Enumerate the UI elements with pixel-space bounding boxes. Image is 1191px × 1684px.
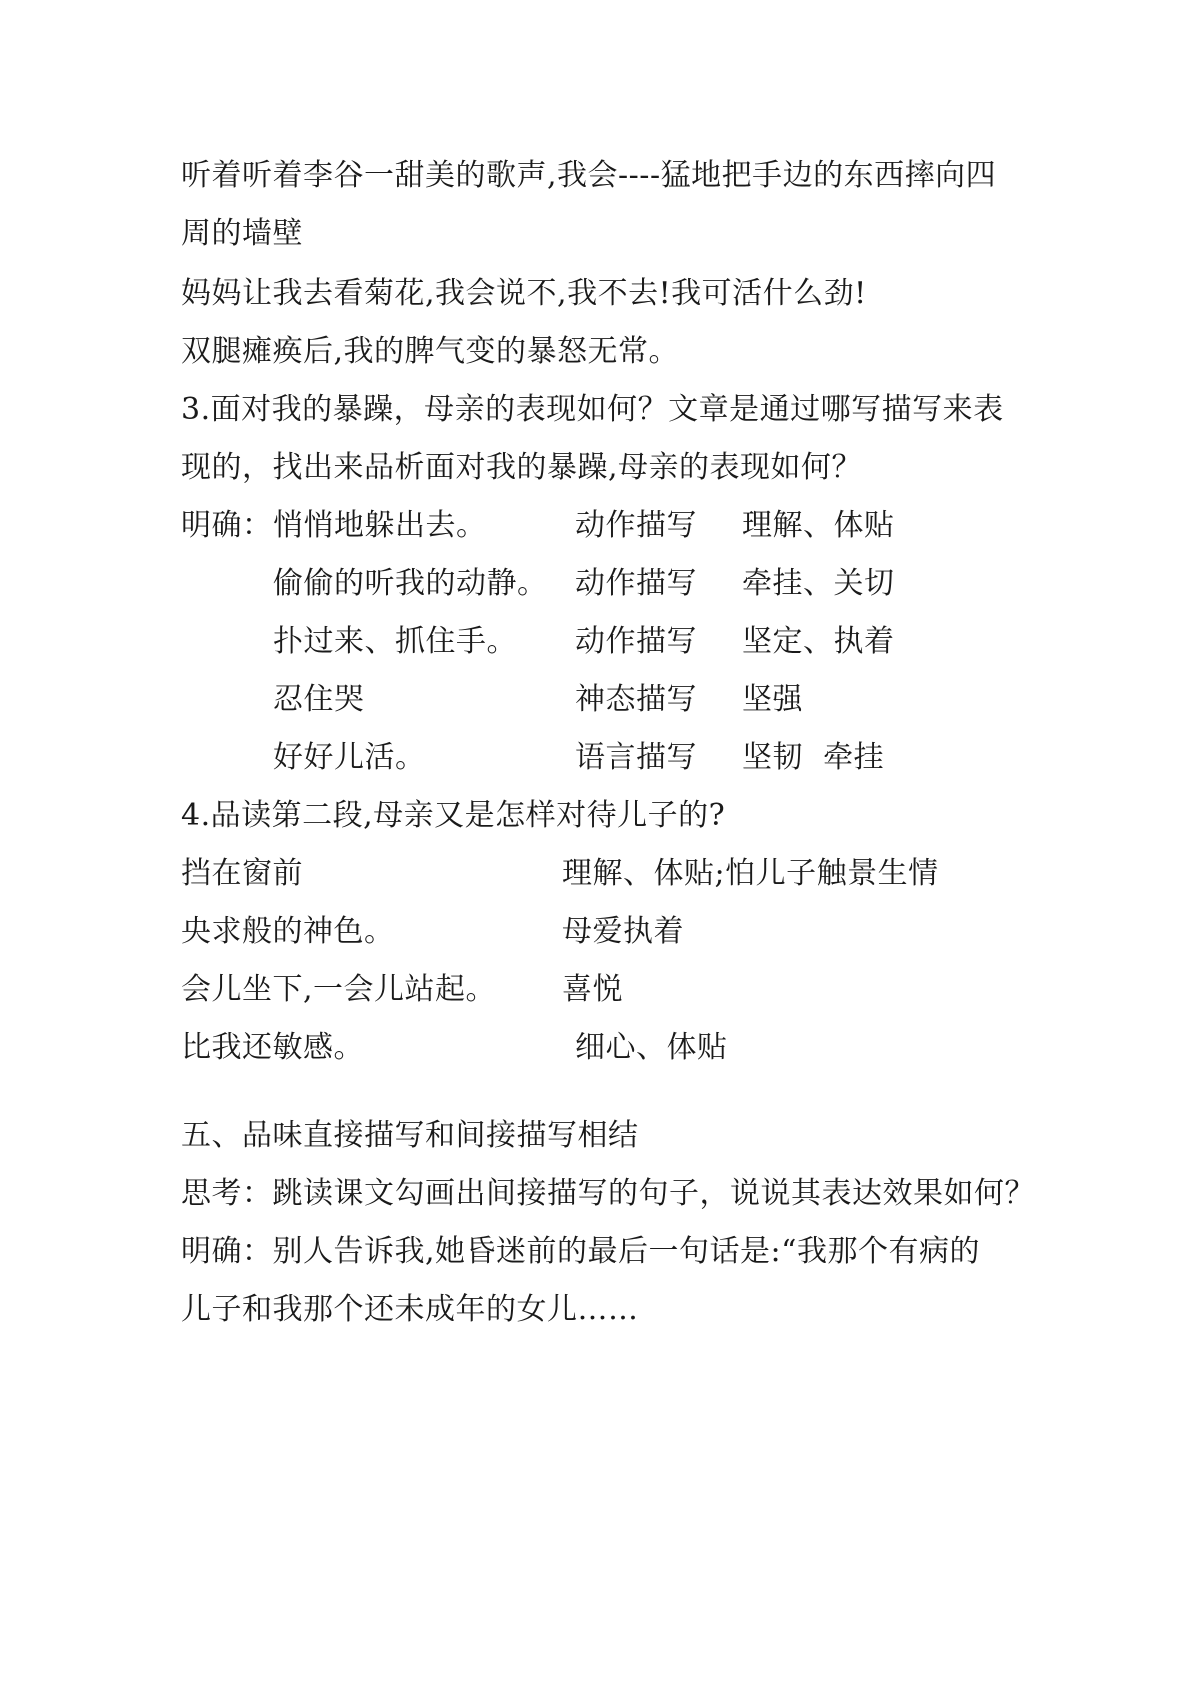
answer-line: 儿子和我那个还未成年的女儿…… — [181, 1292, 639, 1327]
answer-type: 神态描写 — [575, 682, 697, 717]
paragraph-line: 听着听着李谷一甜美的歌声,我会----猛地把手边的东西摔向四 — [181, 158, 997, 193]
q4-phrase: 挡在窗前 — [181, 856, 303, 891]
paragraph: 妈妈让我去看菊花,我会说不,我不去!我可活什么劲! — [181, 276, 867, 311]
answer-phrase: 悄悄地躲出去。 — [273, 508, 487, 543]
answer-phrase: 好好儿活。 — [273, 740, 426, 775]
answer-meaning: 坚定、执着 — [742, 624, 895, 659]
q4-meaning: 理解、体贴;怕儿子触景生情 — [562, 856, 939, 891]
answer-label: 明确： — [181, 508, 273, 543]
answer-type: 动作描写 — [575, 624, 697, 659]
paragraph: 双腿瘫痪后,我的脾气变的暴怒无常。 — [181, 334, 680, 369]
q4-phrase: 会儿坐下,一会儿站起。 — [181, 972, 497, 1007]
answer-meaning: 坚韧 牵挂 — [742, 740, 885, 775]
answer-phrase: 忍住哭 — [273, 682, 365, 717]
answer-phrase: 偷偷的听我的动静。 — [273, 566, 548, 601]
q4-phrase: 比我还敏感。 — [181, 1030, 364, 1065]
q4-meaning: 喜悦 — [562, 972, 623, 1007]
answer-meaning: 理解、体贴 — [742, 508, 895, 543]
question-4: 4.品读第二段,母亲又是怎样对待儿子的? — [181, 798, 726, 833]
think-question: 思考：跳读课文勾画出间接描写的句子，说说其表达效果如何？ — [181, 1176, 1035, 1211]
paragraph-line: 周的墙壁 — [181, 216, 303, 251]
answer-type: 动作描写 — [575, 566, 697, 601]
answer-phrase: 扑过来、抓住手。 — [273, 624, 517, 659]
question-3-line: 现的，找出来品析面对我的暴躁,母亲的表现如何？ — [181, 450, 863, 485]
section-heading: 五、品味直接描写和间接描写相结 — [181, 1118, 639, 1153]
answer-type: 语言描写 — [575, 740, 697, 775]
answer-type: 动作描写 — [575, 508, 697, 543]
answer-line: 明确：别人告诉我,她昏迷前的最后一句话是:“我那个有病的 — [181, 1234, 980, 1269]
answer-meaning: 坚强 — [742, 682, 803, 717]
answer-meaning: 牵挂、关切 — [742, 566, 895, 601]
question-3-line: 3.面对我的暴躁，母亲的表现如何？文章是通过哪写描写来表 — [181, 392, 1004, 427]
q4-meaning: 母爱执着 — [562, 914, 684, 949]
q4-meaning: 细心、体贴 — [575, 1030, 728, 1065]
q4-phrase: 央求般的神色。 — [181, 914, 395, 949]
